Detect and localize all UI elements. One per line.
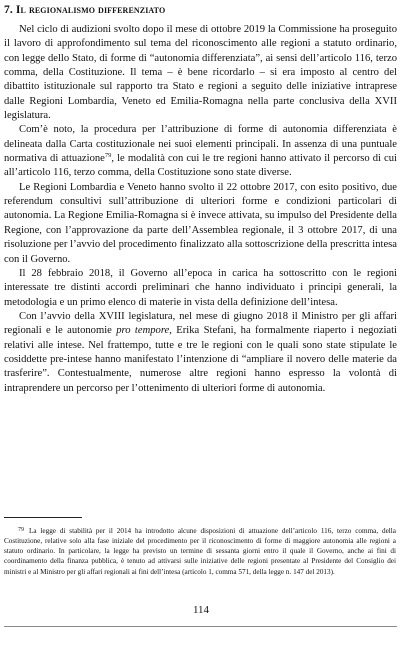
section-title: Il regionalismo differenziato — [15, 3, 166, 16]
section-heading — [4, 3, 394, 17]
footnote — [4, 525, 396, 577]
bottom-rule — [4, 626, 397, 627]
paragraph-audizioni: Nel ciclo di audizioni svolto dopo il mese di ottobre 2019 la Commissione ha proseguito il lavoro di approfondimento sul tema del riconoscimento alle regioni a statuto ordinario, con legge dello Stato, di forme di “autonomia differenziata”, ai sensi dell’articolo 116, terzo comma, della Costituzione. Il tema – è bene ricordarlo – si era imposto al centro del dibattito istituzionale sul rapporto tra Stato e regioni a seguito delle iniziative intraprese dalle Regioni Lombardia, Veneto ed Emilia-Romagna nella parte conclusiva della XVII legislatura. — [4, 24, 397, 122]
page-number: 114 — [192, 604, 210, 616]
paragraph-procedura: Com’è noto, la procedura per l’attribuzione di forme di autonomia differenziata è delineata dalla Carta costituzionale nei suoi elementi principali. In assenza di una puntuale normativa di attuazione$^{79}$, le modalità con cui le tre regioni hanno attivato il percorso di cui all’articolo 116, terzo comma, della Costituzione sono state diverse. — [4, 124, 397, 179]
footnote-text: La legge di stabilità per il 2014 ha introdotto alcune disposizioni di attuazione dell’articolo 116, terzo comma, della Costituzione, relative solo alla fase iniziale del procedimento per il riconoscimento di forme di maggiore autonomia alle regioni a statuto ordinario. In particolare, la legge ha previsto un termine di sessanta giorni entro il quale il Governo, anche ai fini di coordinamento della finanza pubblica, è tenuto ad attivarsi sulle iniziative delle regioni presentate al Presidente del Consiglio dei ministri e al Ministro per gli affari regionali ai fini dell’intesa (articolo 1, comma 571, della legge n. 147 del 2013). — [4, 527, 396, 576]
paragraph-referendum: Le Regioni Lombardia e Veneto hanno svolto il 22 ottobre 2017, con esito positivo, due referendum consultivi sull’attribuzione di ulteriori forme e condizioni particolari di autonomia. La Regione Emilia-Romagna si è invece attivata, su impulso del Presidente della Regione, con l’approvazione da parte dell’Assemblea regionale, il 3 ottobre 2017, di una risoluzione per l’avvio del procedimento finalizzato alla sottoscrizione della prescritta intesa con il Governo. — [4, 181, 397, 265]
footnote-reference[interactable]: 79 — [104, 152, 112, 160]
section-number: 7. — [4, 3, 13, 16]
footnote-separator — [4, 517, 82, 518]
paragraph-accordi-preliminari: Il 28 febbraio 2018, il Governo all’epoca in carica ha sottoscritto con le regioni interessate tre distinti accordi preliminari che hanno individuato i principi generali, la metodologia e un primo elenco di materie in vista della definizione dell’intesa. — [4, 267, 397, 308]
footnote-marker: 79 — [18, 527, 24, 533]
body-text — [4, 23, 397, 396]
paragraph-xviii-legislatura: Con l’avvio della XVIII legislatura, nel mese di giugno 2018 il Ministro per gli affari regionali e le autonomie pro tempore, Erika Stefani, ha formalmente riaperto i negoziati relativi alle intese. Nel frattempo, tutte e tre le regioni con le quali sono state stipulate le cosiddette pre-intese hanno manifestato l’intenzione di “ampliare il novero delle materie da trasferire”. Contestualmente, numerose altre regioni hanno espresso la volontà di intraprendere un percorso per l’ottenimento di ulteriori forme di autonomia. — [4, 310, 397, 394]
